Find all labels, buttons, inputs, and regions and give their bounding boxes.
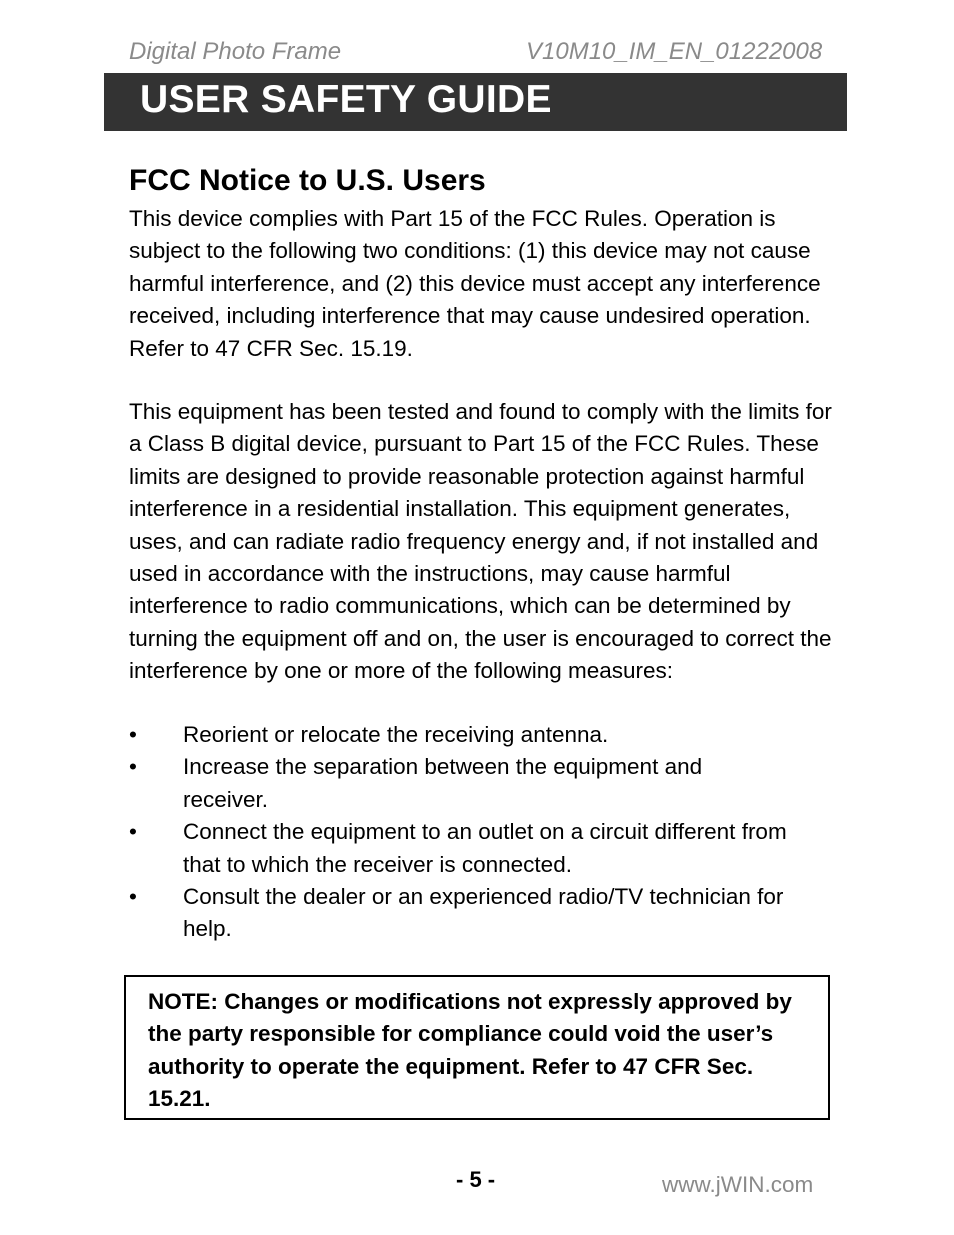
paragraph-class-b: This equipment has been tested and found to comply with the limits for a Class B digital device, pursuant to Part 15 of the FCC Rules. These limits are designed to provide reasonable protection against harmful interference in a residential installation. This equipment generates, uses, and can radiate radio frequency energy and, if not installed and used in accordance with the instructions, may cause harmful interference to radio communications, which can be determined by turning the equipment off and on, the user is encouraged to correct the interference by one or more of the following measures: xyxy=(129,399,832,684)
list-item-text: Reorient or relocate the receiving antenna. xyxy=(183,722,609,747)
list-item-text: Increase the separation between the equipment and receiver. xyxy=(183,754,703,812)
list-item-text: Consult the dealer or an experienced radio/TV technician for help. xyxy=(183,884,784,942)
website-link[interactable]: www.jWIN.com xyxy=(662,1172,814,1197)
bullet-icon: • xyxy=(129,884,137,910)
list-item xyxy=(129,881,793,946)
document-title-header: Digital Photo Frame xyxy=(129,38,342,65)
bullet-icon: • xyxy=(129,819,137,845)
note-text: NOTE: Changes or modifications not expressly approved by the party responsible for compliance could void the user’s authority to operate the equipment. Refer to 47 CFR Sec. 15.21. xyxy=(148,989,792,1112)
paragraph-compliance: This device complies with Part 15 of the FCC Rules. Operation is subject to the following two conditions: (1) this device may not cause harmful interference, and (2) this device must accept any interference received, including interference that may cause undesired operation. Refer to 47 CFR Sec. 15.19. xyxy=(129,206,821,361)
list-item xyxy=(129,719,793,751)
page-title: USER SAFETY GUIDE xyxy=(140,78,552,121)
list-item xyxy=(129,816,793,881)
document-code-header: V10M10_IM_EN_01222008 xyxy=(526,38,823,65)
section-heading: FCC Notice to U.S. Users xyxy=(129,164,486,197)
note-box xyxy=(124,975,830,1120)
bullet-icon: • xyxy=(129,722,137,747)
list-item-text: Connect the equipment to an outlet on a circuit different from that to which the receiver is connected. xyxy=(183,819,787,877)
title-banner xyxy=(104,73,847,131)
list-item xyxy=(129,751,793,816)
page-number: - 5 - xyxy=(456,1167,496,1192)
measures-list xyxy=(129,719,844,946)
bullet-icon: • xyxy=(129,754,137,780)
